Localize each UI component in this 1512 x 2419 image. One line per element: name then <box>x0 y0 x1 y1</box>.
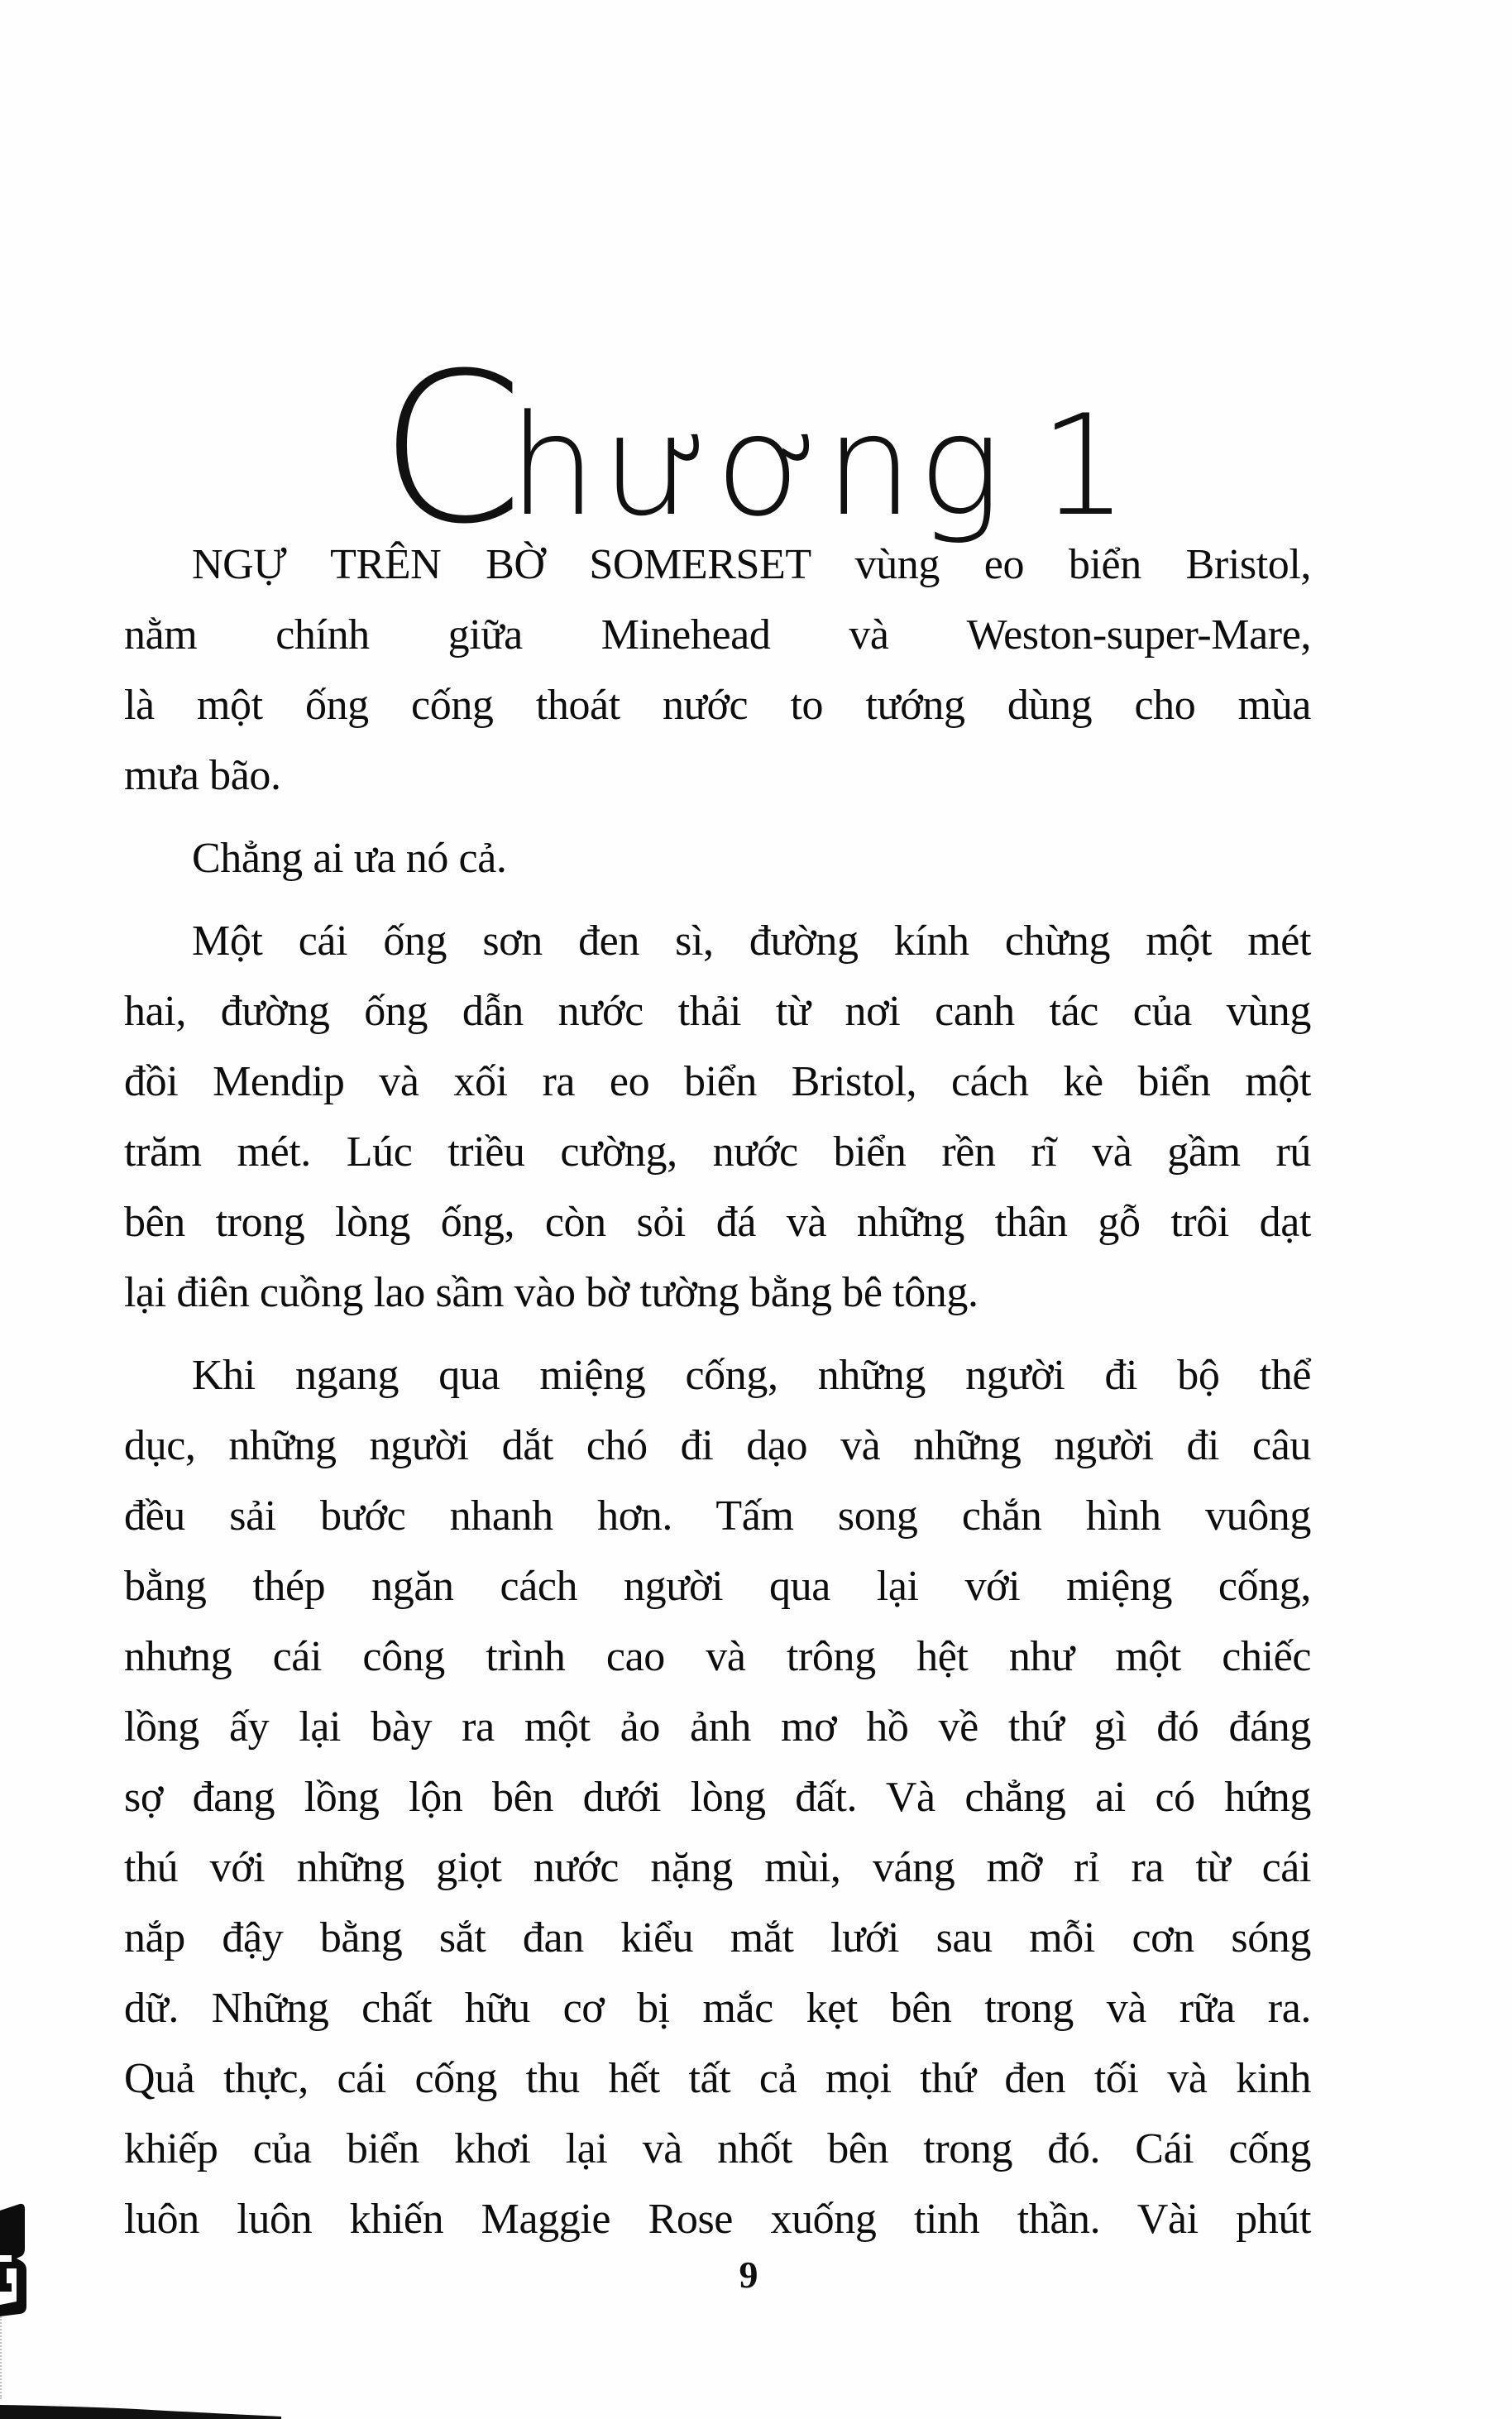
text-line: nằm chính giữa Minehead và Weston-super-Mare, <box>124 611 1311 659</box>
text-line: lại điên cuồng lao sầm vào bờ tường bằng bê tông. <box>124 1269 978 1316</box>
chapter-title-initial: C <box>379 328 509 569</box>
text-line: mưa bão. <box>124 752 281 799</box>
chapter-title-word: hương <box>508 384 1007 547</box>
text-line: hai, đường ống dẫn nước thải từ nơi canh tác của vùng <box>124 988 1311 1035</box>
text-line: trăm mét. Lúc triều cường, nước biển rền rĩ và gầm rú <box>124 1128 1311 1176</box>
scan-edge-shadow <box>0 2403 281 2419</box>
page-number: 9 <box>739 2254 758 2296</box>
text-line: Một cái ống sơn đen sì, đường kính chừng một mét <box>192 917 1311 965</box>
text-line: dữ. Những chất hữu cơ bị mắc kẹt bên trong và rữa ra. <box>124 1985 1311 2032</box>
text-line: dục, những người dắt chó đi dạo và những người đi câu <box>124 1422 1311 1469</box>
text-line: bằng thép ngăn cách người qua lại với miệng cống, <box>124 1563 1311 1610</box>
text-line: luôn luôn khiến Maggie Rose xuống tinh thần. Vài phút <box>124 2196 1311 2243</box>
text-line: thú với những giọt nước nặng mùi, váng mỡ rỉ ra từ cái <box>124 1844 1311 1891</box>
scan-edge-specks <box>0 2316 7 2399</box>
text-line: sợ đang lồng lộn bên dưới lòng đất. Và chẳng ai có hứng <box>124 1774 1311 1821</box>
text-line: Khi ngang qua miệng cống, những người đi bộ thể <box>192 1352 1311 1399</box>
text-line: khiếp của biển khơi lại và nhốt bên trong đó. Cái cống <box>124 2125 1311 2172</box>
greek-key-ornament-icon <box>0 2201 26 2316</box>
text-line: bên trong lòng ống, còn sỏi đá và những thân gỗ trôi dạt <box>124 1199 1311 1246</box>
text-line: nắp đậy bằng sắt đan kiểu mắt lưới sau mỗi cơn sóng <box>124 1914 1311 1962</box>
text-line: nhưng cái công trình cao và trông hệt như một chiếc <box>124 1633 1311 1680</box>
chapter-number: 1 <box>1039 384 1133 547</box>
text-line: Chẳng ai ưa nó cả. <box>192 835 507 882</box>
text-line: là một ống cống thoát nước to tướng dùng cho mùa <box>124 682 1311 729</box>
text-line: NGỰ TRÊN BỜ SOMERSET vùng eo biển Bristol, <box>192 541 1311 588</box>
text-line: lồng ấy lại bày ra một ảo ảnh mơ hồ về thứ gì đó đáng <box>124 1703 1311 1751</box>
text-line: Quả thực, cái cống thu hết tất cả mọi thứ đen tối và kinh <box>124 2055 1311 2102</box>
text-line: đều sải bước nhanh hơn. Tấm song chắn hình vuông <box>124 1492 1311 1540</box>
text-line: đồi Mendip và xối ra eo biển Bristol, cách kè biển một <box>124 1058 1311 1105</box>
